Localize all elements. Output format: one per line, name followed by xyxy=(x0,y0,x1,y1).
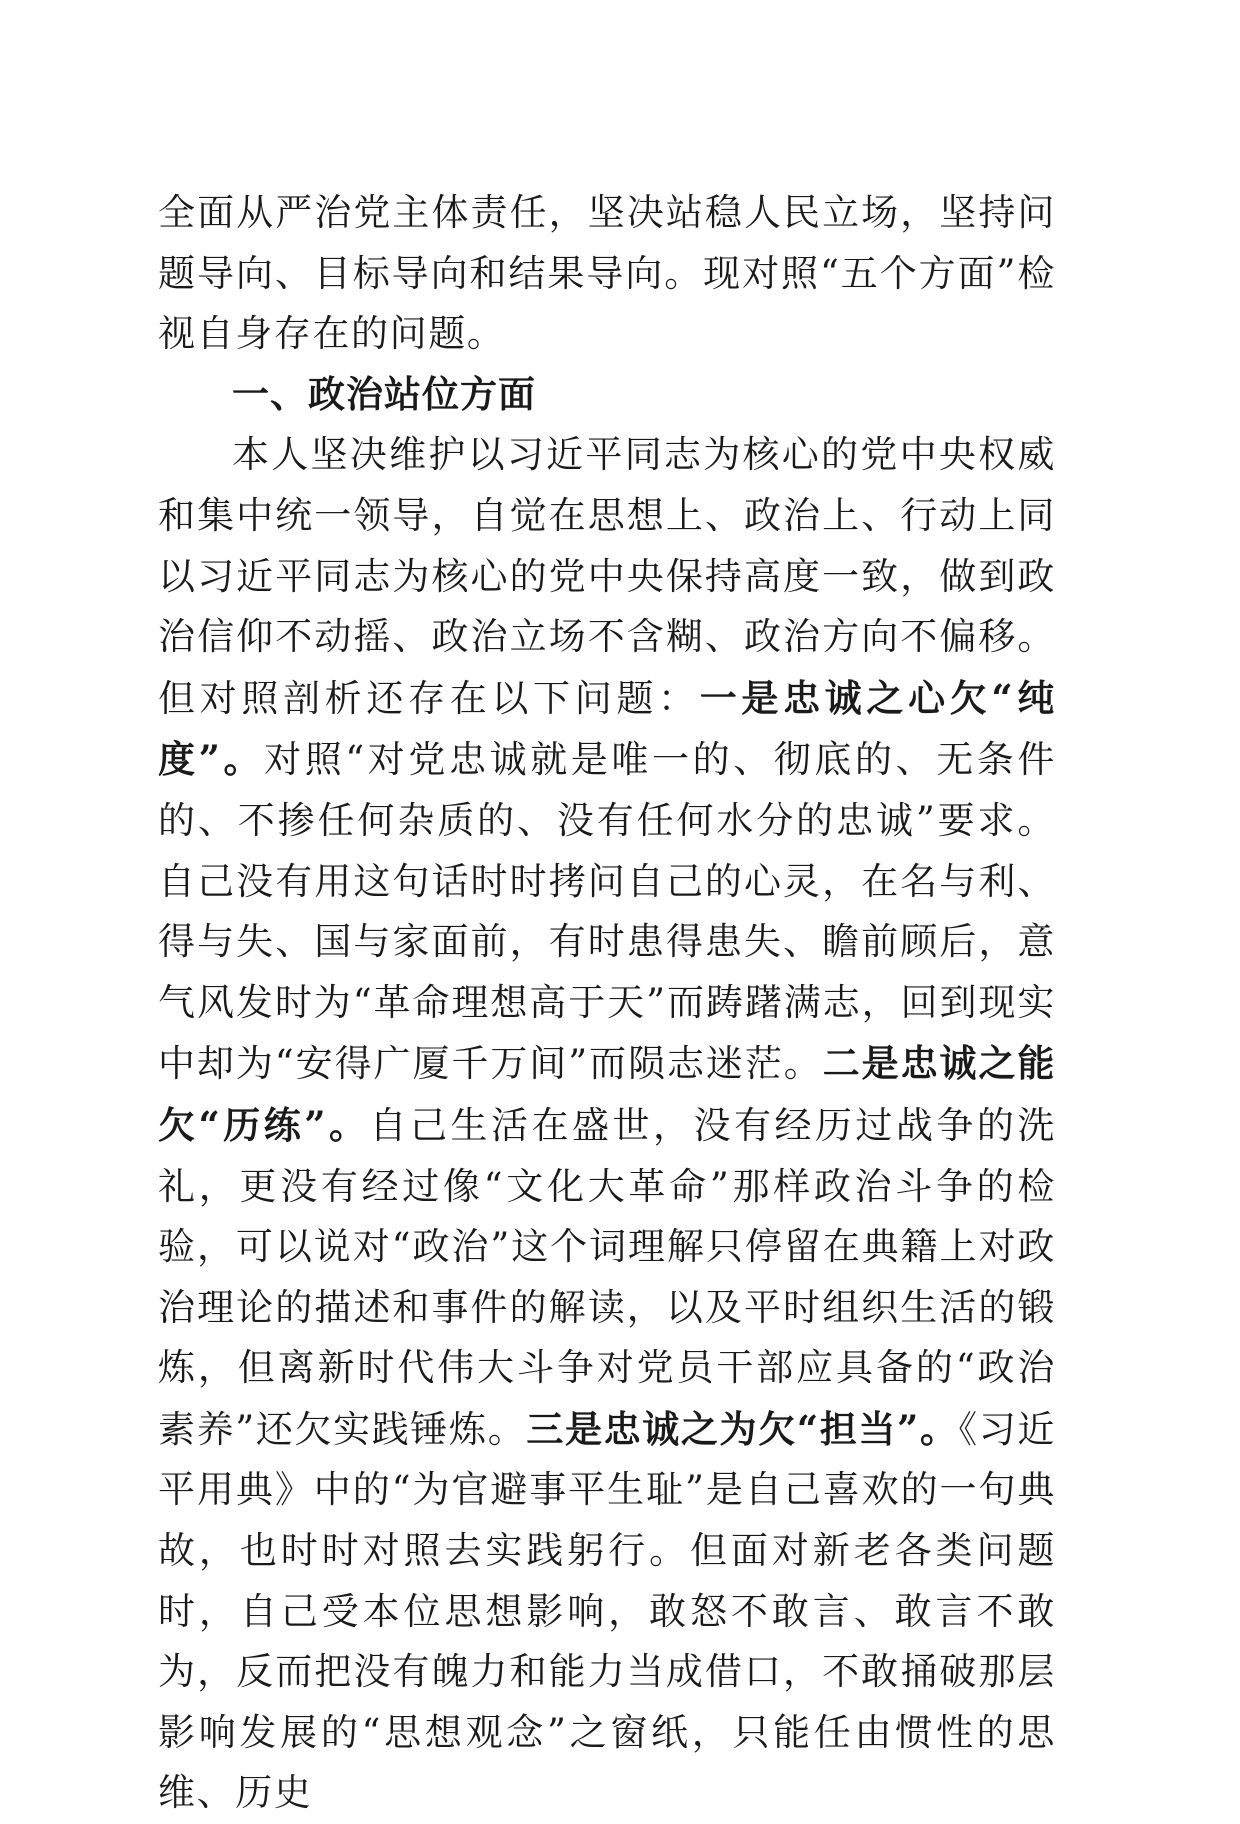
intro-paragraph: 全面从严治党主体责任，坚决站稳人民立场，坚持问题导向、目标导向和结果导向。现对照“五个方面”检视自身存在的问题。 xyxy=(158,191,1056,356)
paragraph-text: 对照“对党忠诚就是唯一的、彻底的、无条件的、不掺任何杂质的、没有任何水分的忠诚”要求。自己没有用这句话时时拷问自己的心灵，在名与利、得与失、国与家面前，有时患得患失、瞻前顾后，意气风发时为“革命理想高于天”而踌躇满志，回到现实中却为“安得广厦千万间”而陨志迷茫。 xyxy=(158,738,1056,1086)
bold-point-3: 三是忠诚之为欠“担当”。 xyxy=(526,1406,959,1451)
document-body xyxy=(158,183,1056,1824)
section-heading: 一、政治站位方面 xyxy=(232,372,536,416)
section-paragraph xyxy=(158,425,1056,1824)
bold-point-1: 一是忠诚之心欠“纯度”。 xyxy=(158,675,1056,782)
paragraph-text: 自己生活在盛世，没有经历过战争的洗礼，更没有经过像“文化大革命”那样政治斗争的检验，可以说对“政治”这个词理解只停留在典籍上对政治理论的描述和事件的解读，以及平时组织生活的锻炼，但离新时代伟大斗争对党员干部应具备的“政治素养”还欠实践锤炼。 xyxy=(158,1103,1057,1451)
paragraph-text: 本人坚决维护以习近平同志为核心的党中央权威和集中统一领导，自觉在思想上、政治上、行动上同以习近平同志为核心的党中央保持高度一致，做到政治信仰不动摇、政治立场不含糊、政治方向不偏移。但对照剖析还存在以下问题： xyxy=(158,433,1056,720)
paragraph-text: 《习近平用典》中的“为官避事平生耻”是自己喜欢的一句典故，也时时对照去实践躬行。但面对新老各类问题时，自己受本位思想影响，敢怒不敢言、敢言不敢为，反而把没有魄力和能力当成借口，不敢捅破那层影响发展的“思想观念”之窗纸，只能任由惯性的思维、历史 xyxy=(158,1407,1056,1815)
bold-point-2: 二是忠诚之能欠“历练”。 xyxy=(158,1041,1056,1147)
